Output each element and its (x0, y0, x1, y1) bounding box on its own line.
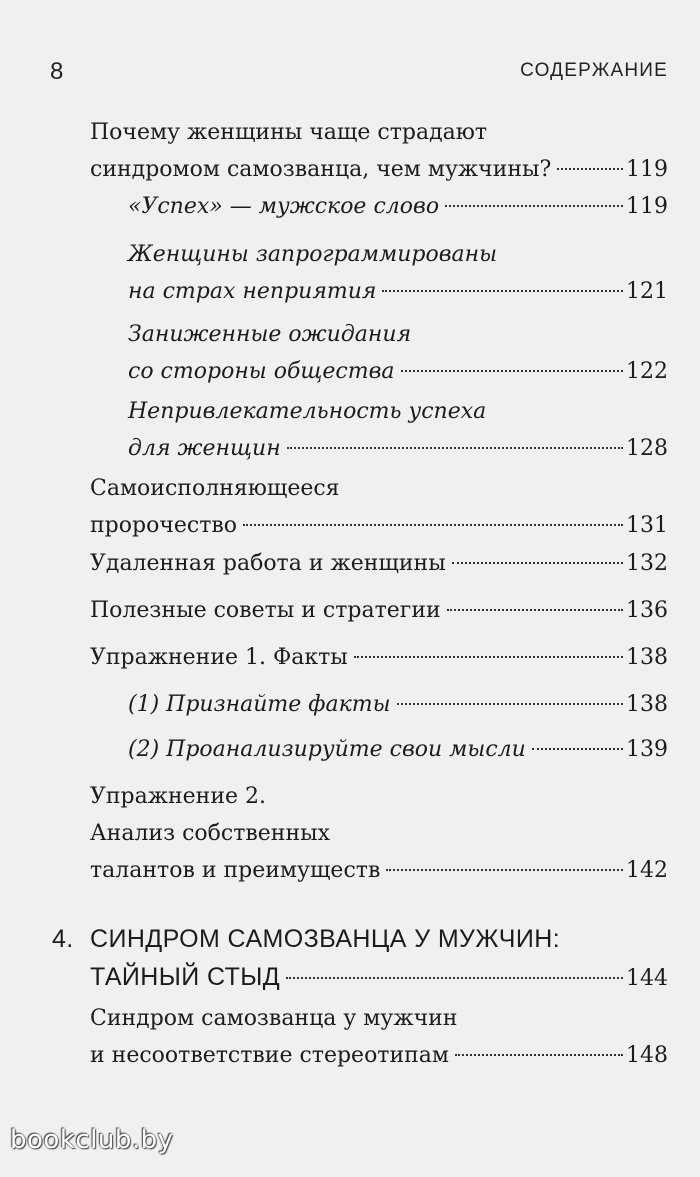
toc-entry-text-line: Заниженные ожидания (128, 322, 412, 347)
dot-leader (455, 1054, 623, 1056)
dot-leader (445, 205, 623, 207)
toc-entry (90, 545, 668, 582)
toc-page-number: 119 (626, 157, 668, 182)
toc-entry-text-line: со стороны общества (128, 359, 395, 384)
toc-entry-text-line: (2) Проанализируйте свои мысли (128, 737, 526, 762)
toc-entry (90, 1000, 668, 1074)
dot-leader (286, 977, 623, 979)
toc-page-number: 139 (626, 737, 668, 762)
toc-page-number: 128 (626, 436, 668, 461)
page-number: 8 (50, 58, 64, 85)
toc-entry-text-line: пророчество (90, 513, 238, 538)
toc-entry-text-line: для женщин (128, 436, 281, 461)
toc-entry-text-line: Упражнение 1. Факты (90, 645, 348, 670)
toc-entry-text-line: «Успех» — мужское слово (128, 194, 440, 219)
dot-leader (386, 869, 623, 871)
toc-entry-text-line: на страх неприятия (128, 279, 377, 304)
toc-page-number: 131 (626, 513, 668, 538)
toc-entry-text-line: талантов и преимуществ (90, 858, 381, 883)
toc-entry-text-line: и несоответствие стереотипам (90, 1043, 450, 1068)
running-head: СОДЕРЖАНИЕ (520, 60, 668, 81)
toc-entry-text-line: Полезные советы и стратегии (90, 598, 441, 623)
toc-subentry (128, 731, 668, 768)
toc-entry (90, 470, 668, 544)
toc-page-number: 122 (626, 359, 668, 384)
toc-entry-text-line: Самоисполняющееся (90, 476, 340, 501)
watermark: bookclub.by (10, 1125, 174, 1155)
toc-entry (90, 592, 668, 629)
toc-subentry (128, 188, 668, 225)
toc-page-number: 144 (626, 966, 668, 991)
toc-entry-text-line: Удаленная работа и женщины (90, 551, 446, 576)
chapter-title-line: СИНДРОМ САМОЗВАНЦА У МУЖЧИН: (90, 925, 561, 953)
dot-leader (397, 703, 624, 705)
toc-entry-text-line: синдромом самозванца, чем мужчины? (90, 157, 552, 182)
toc-page-number: 119 (626, 194, 668, 219)
toc-entry-text-line: (1) Признайте факты (128, 692, 391, 717)
toc-entry-text-line: Непривлекательность успеха (128, 399, 487, 424)
toc-subentry (128, 236, 668, 310)
toc-page-number: 138 (626, 645, 668, 670)
toc-page-number: 132 (626, 551, 668, 576)
toc-subentry (128, 686, 668, 723)
dot-leader (287, 447, 623, 449)
toc-page-number: 142 (626, 858, 668, 883)
toc-entry-text-line: Синдром самозванца у мужчин (90, 1006, 458, 1031)
toc-page-number: 138 (626, 692, 668, 717)
dot-leader (532, 748, 623, 750)
toc-subentry (128, 393, 668, 467)
dot-leader (557, 168, 623, 170)
chapter-number: 4. (52, 925, 74, 953)
dot-leader (452, 562, 623, 564)
toc-page-number: 148 (626, 1043, 668, 1068)
dot-leader (243, 524, 623, 526)
dot-leader (447, 609, 623, 611)
toc-entry-text-line: Женщины запрограммированы (128, 242, 498, 267)
dot-leader (401, 370, 623, 372)
toc-entry-text-line: Почему женщины чаще страдают (90, 120, 488, 145)
toc-entry (90, 778, 668, 889)
toc-entry-text-line: Анализ собственных (90, 821, 331, 846)
toc-entry-text-line: Упражнение 2. (90, 784, 267, 809)
toc-page-number: 121 (626, 279, 668, 304)
toc-entry (90, 114, 668, 188)
toc-page-number: 136 (626, 598, 668, 623)
dot-leader (382, 290, 623, 292)
toc-entry (90, 639, 668, 676)
toc-subentry (128, 316, 668, 390)
chapter-title-line: ТАЙНЫЙ СТЫД (90, 963, 281, 991)
toc-chapter-entry (52, 920, 668, 998)
dot-leader (354, 656, 623, 658)
